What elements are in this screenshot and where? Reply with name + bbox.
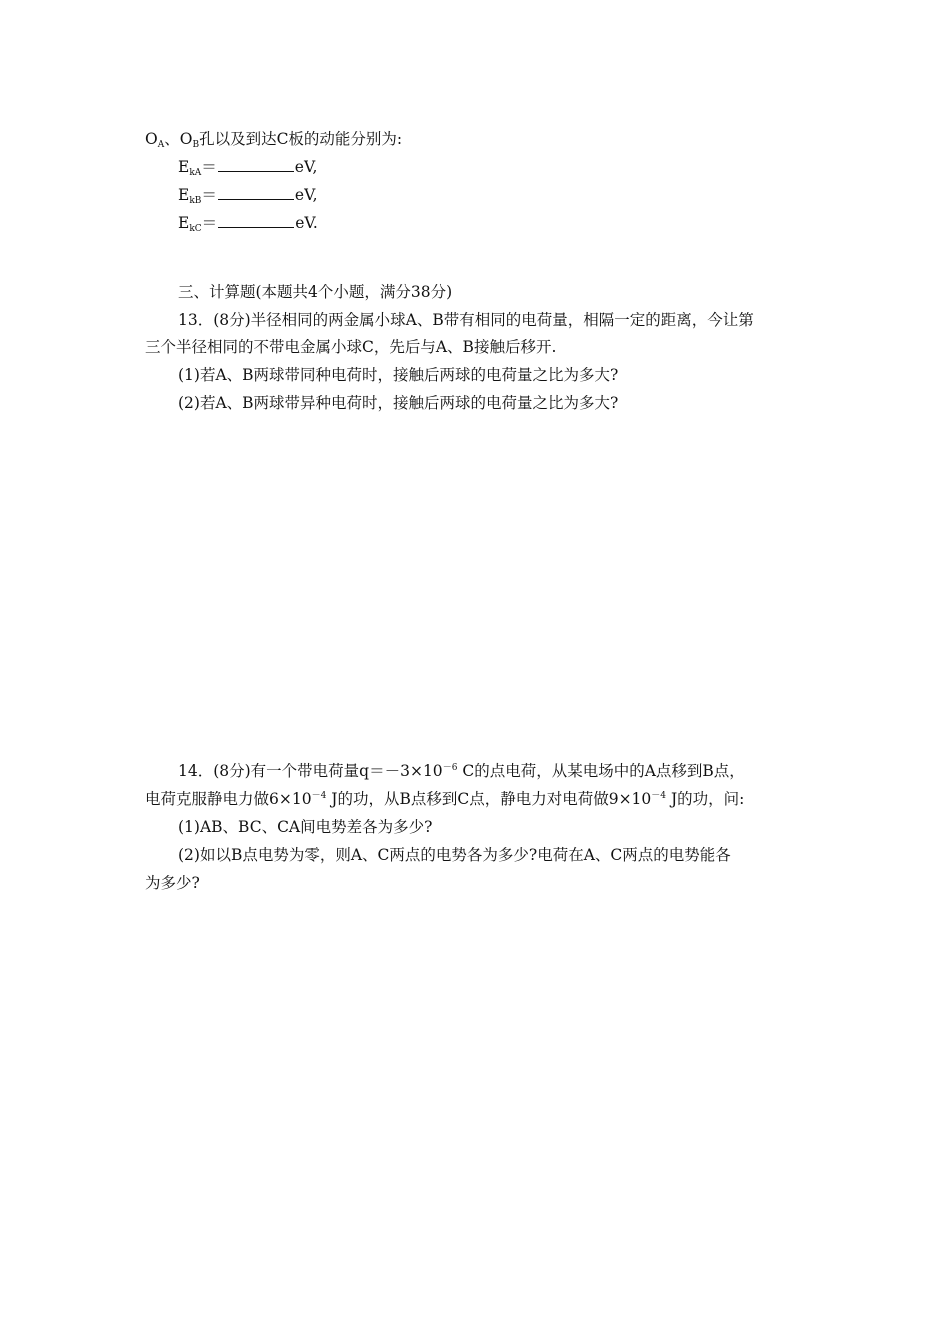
answer-line-eka (178, 157, 317, 177)
answer-line-ekc (178, 213, 318, 233)
answer-line-ekb (178, 185, 318, 205)
exponent: －4 (651, 791, 667, 801)
exponent: －4 (311, 791, 327, 801)
q14-sub-2: (2)如以B点电势为零，则A、C两点的电势各为多少?电荷在A、C两点的电势能各 (178, 846, 731, 864)
e-letter: E (178, 158, 190, 176)
q14-sub-1: (1)AB、BC、CA间电势差各为多少? (178, 818, 433, 836)
e-letter: E (178, 214, 190, 232)
q14-line-2-part-c: J的功，问: (666, 790, 745, 808)
subscript-ka: kA (189, 168, 202, 178)
q14-line-2 (145, 789, 744, 809)
q12-continuation-line (145, 129, 402, 149)
q13-line-2: 三个半径相同的不带电金属小球C，先后与A、B接触后移开. (145, 338, 557, 356)
subscript-b: B (192, 140, 200, 150)
q13-sub-1: (1)若A、B两球带同种电荷时，接触后两球的电荷量之比为多大? (178, 366, 619, 384)
section-heading: 三、计算题(本题共4个小题，满分38分) (178, 283, 453, 301)
equals-sign: ＝ (201, 214, 218, 232)
unit-ev: eV, (294, 158, 318, 176)
q14-line-2-part-b: J的功，从B点移到C点，静电力对电荷做9×10 (326, 790, 652, 808)
q14-line-1 (178, 761, 745, 781)
separator: 、O (164, 130, 193, 148)
unit-ev: eV, (294, 186, 318, 204)
q12-continuation-text: 孔以及到达C板的动能分别为: (199, 130, 403, 148)
unit-ev: eV. (295, 214, 318, 232)
q14-line-2-part-a: 电荷克服静电力做6×10 (145, 790, 312, 808)
equals-sign: ＝ (201, 186, 217, 204)
q13-line-1: 13．(8分)半径相同的两金属小球A、B带有相同的电荷量，相隔一定的距离，今让第 (178, 311, 754, 329)
q14-line-1-part-a: 14．(8分)有一个带电荷量q＝－3×10 (178, 762, 443, 780)
e-letter: E (178, 186, 190, 204)
answer-blank-ekc[interactable] (218, 213, 294, 228)
o-letter: O (145, 130, 158, 148)
answer-blank-ekb[interactable] (218, 185, 294, 200)
q13-sub-2: (2)若A、B两球带异种电荷时，接触后两球的电荷量之比为多大? (178, 394, 619, 412)
subscript-kb: kB (189, 196, 202, 206)
equals-sign: ＝ (201, 158, 217, 176)
q14-line-1-part-b: C的点电荷，从某电场中的A点移到B点， (457, 762, 745, 780)
exponent: －6 (442, 763, 458, 773)
q14-sub-2-continued: 为多少? (145, 874, 200, 892)
subscript-a: A (157, 140, 165, 150)
subscript-kc: kC (189, 224, 202, 234)
answer-blank-eka[interactable] (218, 157, 294, 172)
